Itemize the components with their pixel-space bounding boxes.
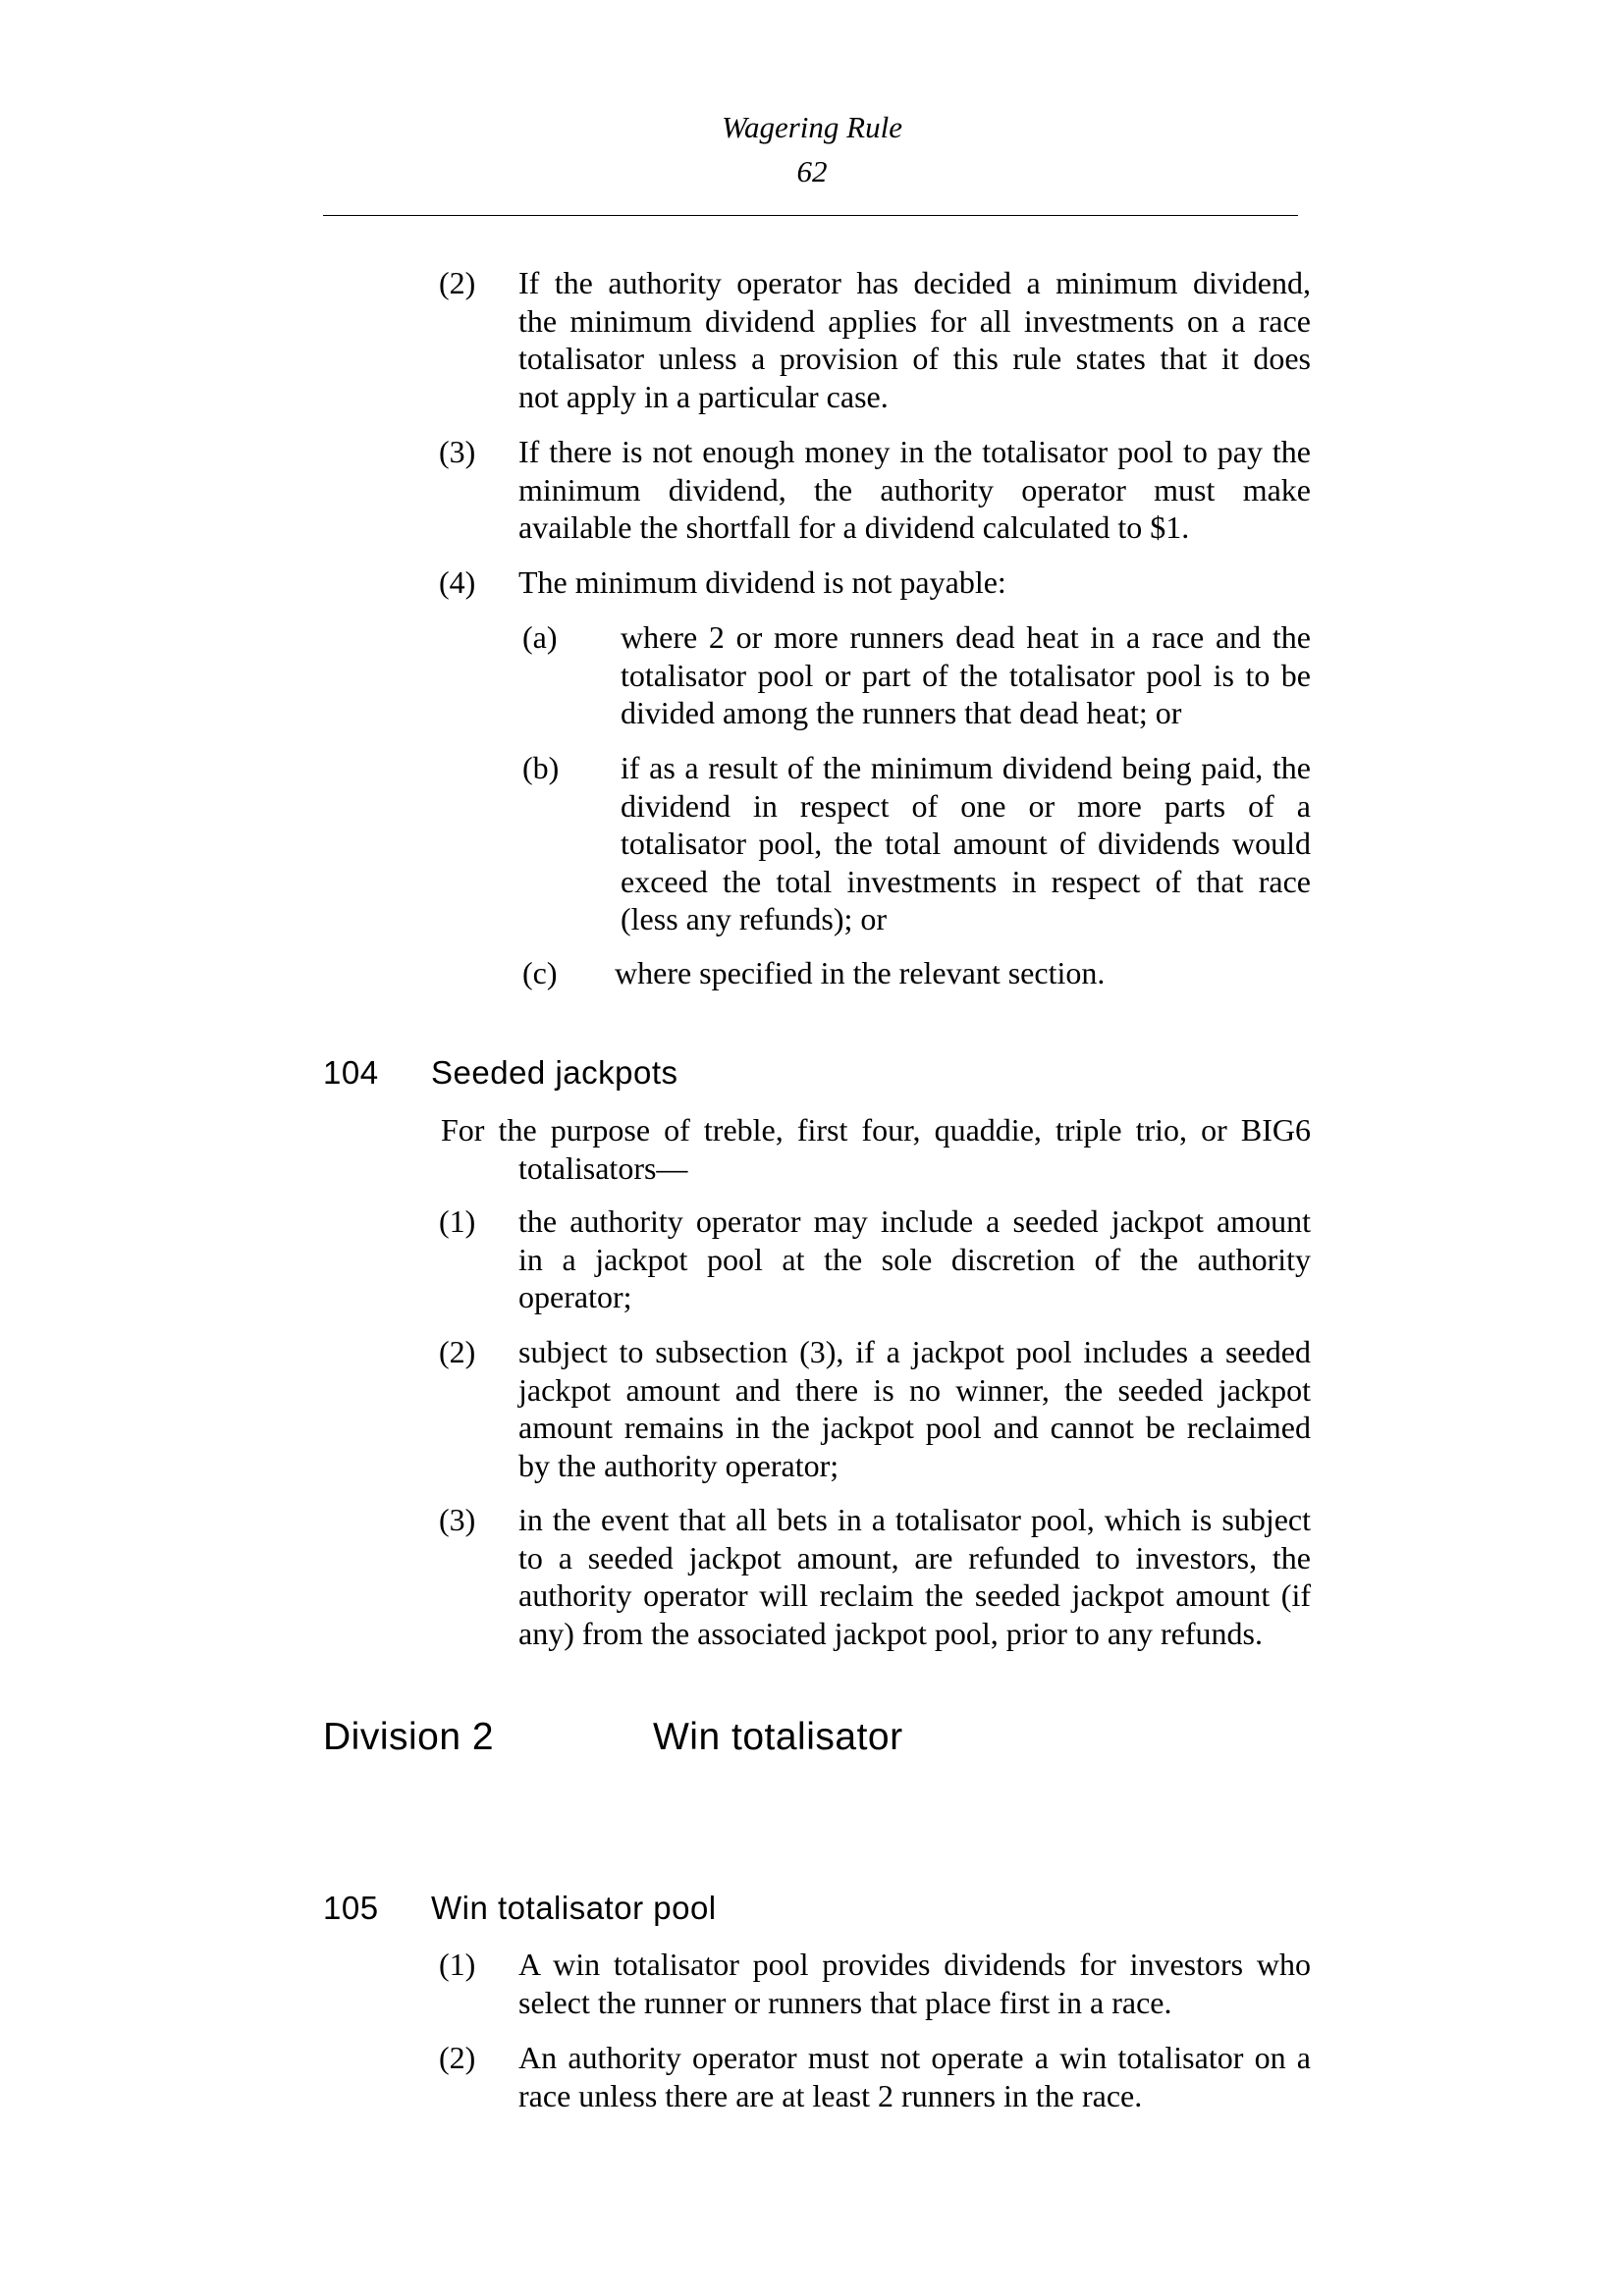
text-line: authority operator will reclaim the seeded jackpot amount (if (518, 1577, 1311, 1614)
text-line: not apply in a particular case. (518, 378, 889, 414)
text-line: in a jackpot pool at the sole discretion of the authority (518, 1241, 1311, 1277)
section-title: Win totalisator pool (431, 1890, 717, 1926)
header-rule (323, 215, 1298, 216)
subsection-text (518, 1202, 1311, 1316)
subsection-text (518, 563, 1311, 602)
text-line: in the event that all bets in a totalisator pool, which is subject (518, 1502, 1311, 1537)
text-line: totalisator pool, the total amount of dividends would (621, 826, 1311, 862)
text-line: The minimum dividend is not payable: (518, 564, 1006, 600)
text-line: where 2 or more runners dead heat in a race and the (621, 619, 1311, 655)
section-number: 104 (323, 1054, 379, 1091)
paragraph-text (621, 749, 1311, 938)
subsection-text (518, 264, 1311, 415)
text-line: minimum dividend, the authority operator must make (518, 471, 1311, 507)
subsection-text (518, 1333, 1311, 1484)
division-title: Win totalisator (653, 1716, 903, 1758)
text-line: exceed the total investments in respect of that race (621, 863, 1311, 899)
paragraph-number: (a) (522, 619, 558, 655)
section-title: Seeded jackpots (431, 1054, 678, 1091)
subsection-number: (4) (439, 564, 476, 600)
text-line: where specified in the relevant section. (615, 955, 1106, 990)
text-line: An authority operator must not operate a win totalisator on a (518, 2040, 1311, 2075)
text-line: A win totalisator pool provides dividends for investors who (518, 1947, 1311, 1982)
text-line: jackpot amount and there is no winner, the seeded jackpot (518, 1371, 1311, 1408)
paragraph-text (615, 954, 1305, 992)
text-line: operator; (518, 1279, 632, 1315)
text-line: totalisator unless a provision of this rule states that it does (518, 341, 1311, 377)
text-line: subject to subsection (3), if a jackpot pool includes a seeded (518, 1334, 1311, 1369)
text-line: totalisator pool or part of the totalisator pool is to be (621, 657, 1311, 693)
paragraph-number: (b) (522, 750, 560, 785)
text-line: divided among the runners that dead heat; or (621, 695, 1182, 731)
text-line: race unless there are at least 2 runners in the race. (518, 2077, 1143, 2113)
subsection-number: (2) (439, 2040, 476, 2075)
text-line: If the authority operator has decided a minimum dividend, (518, 265, 1311, 300)
subsection-number: (1) (439, 1947, 476, 1982)
paragraph-number: (c) (522, 955, 558, 990)
document-title: Wagering Rule (722, 110, 902, 144)
division-number: Division 2 (323, 1716, 495, 1758)
text-line: For the purpose of treble, first four, quaddie, triple trio, or BIG6 (441, 1112, 1311, 1148)
page-number: 62 (796, 154, 828, 188)
text-line: if as a result of the minimum dividend being paid, the (621, 750, 1311, 785)
subsection-number: (3) (439, 434, 476, 469)
text-line: the authority operator may include a seeded jackpot amount (518, 1203, 1311, 1239)
text-line: totalisators— (518, 1149, 688, 1186)
subsection-text (518, 433, 1311, 547)
text-line: by the authority operator; (518, 1447, 839, 1483)
text-line: the minimum dividend applies for all investments on a race (518, 302, 1311, 339)
text-line: to a seeded jackpot amount, are refunded to investors, the (518, 1539, 1311, 1575)
subsection-text (518, 1946, 1311, 2021)
text-line: select the runner or runners that place first in a race. (518, 1984, 1172, 2020)
text-line: amount remains in the jackpot pool and cannot be reclaimed (518, 1410, 1311, 1446)
text-line: dividend in respect of one or more parts of a (621, 787, 1311, 824)
text-line: If there is not enough money in the totalisator pool to pay the (518, 434, 1311, 469)
text-line: any) from the associated jackpot pool, prior to any refunds. (518, 1615, 1263, 1651)
text-line: available the shortfall for a dividend calculated to $1. (518, 509, 1190, 546)
subsection-number: (3) (439, 1502, 476, 1537)
subsection-number: (1) (439, 1203, 476, 1239)
text-line: (less any refunds); or (621, 901, 888, 937)
paragraph-text (621, 618, 1311, 732)
subsection-text (518, 1501, 1311, 1652)
subsection-number: (2) (439, 265, 476, 300)
section-number: 105 (323, 1890, 379, 1926)
subsection-text (518, 2039, 1311, 2114)
subsection-number: (2) (439, 1334, 476, 1369)
